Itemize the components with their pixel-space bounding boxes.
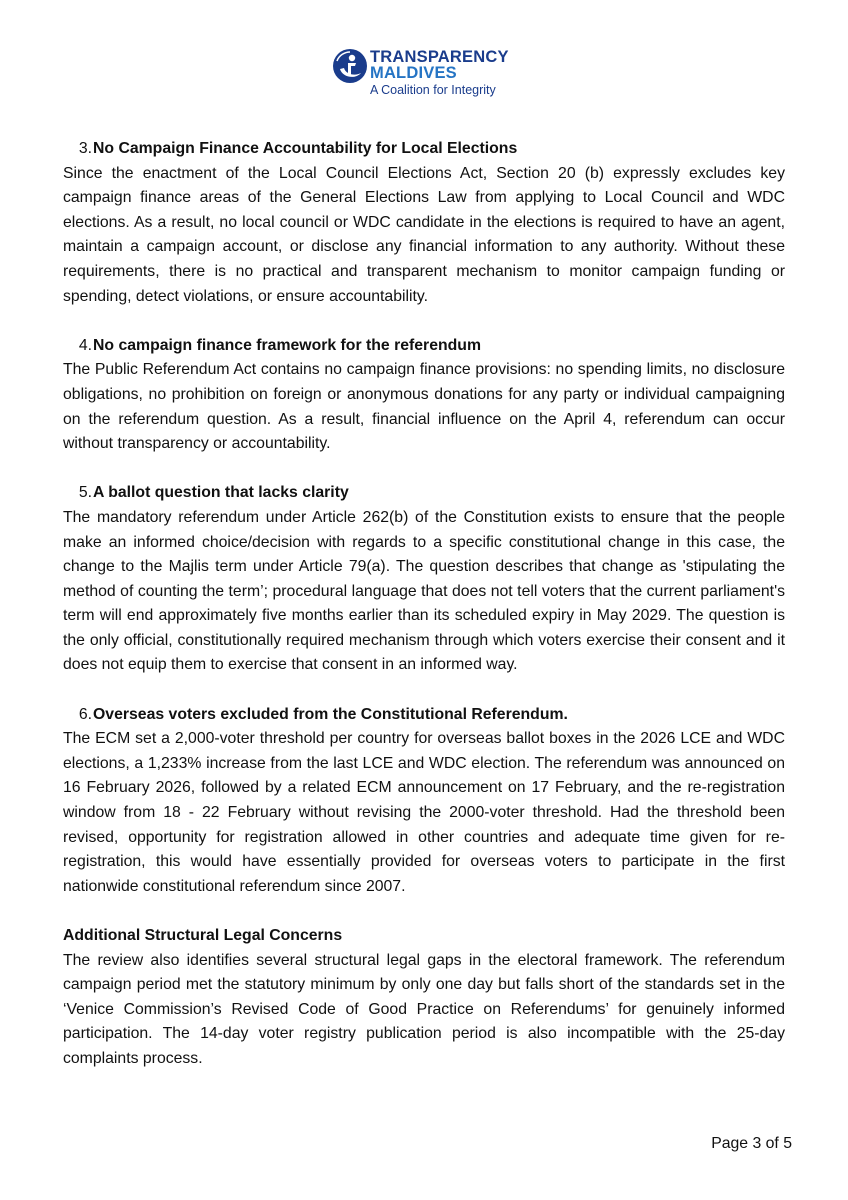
section-paragraph: The Public Referendum Act contains no campaign finance provisions: no spending limits, no disclosure obligations, no prohibition on foreign or anonymous donations for any party or individual campaigning on the referendum question. As a result, financial influence on the April 4, referendum can occur without transparency or accountability. — [63, 361, 785, 453]
section-heading — [63, 481, 785, 506]
section-3 — [63, 137, 785, 309]
section-heading — [63, 703, 785, 728]
organization-logo — [331, 46, 531, 102]
transparency-maldives-logo-icon — [331, 47, 369, 85]
section-number: 5. — [78, 484, 92, 502]
document-body — [63, 137, 785, 1096]
additional-concerns-title: Additional Structural Legal Concerns — [63, 927, 343, 944]
additional-concerns-paragraph: The review also identifies several structural legal gaps in the electoral framework. The referendum campaign period met the statutory minimum by only one day but falls short of the standards set in the ‘Venice Commission’s Revised Code of Good Practice on Referendums’ for genuinely informed participation. The 14-day voter registry publication period is also incompatible with the 25-day complaints process. — [63, 951, 785, 1067]
section-4 — [63, 334, 785, 457]
section-heading — [63, 137, 785, 162]
section-number: 6. — [78, 705, 92, 723]
section-paragraph: The mandatory referendum under Article 262(b) of the Constitution exists to ensure that the people make an informed choice/decision with regards to a specific constitutional change in this case, the change to the Majlis term under Article 79(a). The question describes that change as 'stipulating the method of counting the term’; procedural language that does not tell voters that the current parliament's term will end approximately five months earlier than its scheduled expiry in May 2029. The question is the only official, constitutionally required mechanism through which voters exercise their consent and it does not equip them to exercise that consent in an informed way. — [63, 508, 785, 674]
logo-tagline: A Coalition for Integrity — [370, 83, 496, 97]
logo-wordmark-line1: TRANSPARENCY — [370, 48, 509, 66]
section-paragraph: The ECM set a 2,000-voter threshold per country for overseas ballot boxes in the 2026 LCE and WDC elections, a 1,233% increase from the last LCE and WDC election. The referendum was announced on 16 February 2026, followed by a related ECM announcement on 17 February, and the re-registration window from 18 - 22 February without revising the 2000-voter threshold. Had the threshold been revised, opportunity for registration allowed in other countries and adequate time given for re-registration, this would have essentially provided for overseas voters to participate in the first nationwide constitutional referendum since 2007. — [63, 730, 785, 895]
section-title: Overseas voters excluded from the Constitutional Referendum. — [93, 705, 568, 723]
section-number: 3. — [78, 140, 92, 157]
additional-concerns-section — [63, 924, 785, 1072]
section-number: 4. — [78, 336, 92, 354]
section-title: A ballot question that lacks clarity — [93, 484, 349, 502]
section-title: No campaign finance framework for the referendum — [93, 336, 481, 354]
section-heading — [63, 334, 785, 359]
logo-wordmark-line2: MALDIVES — [370, 64, 457, 82]
page-number: Page 3 of 5 — [711, 1135, 792, 1152]
section-6 — [63, 703, 785, 900]
section-5 — [63, 481, 785, 678]
section-title: No Campaign Finance Accountability for Local Elections — [93, 140, 518, 157]
section-paragraph: Since the enactment of the Local Council Elections Act, Section 20 (b) expressly excludes key campaign finance areas of the General Elections Law from applying to Local Council and WDC elections. As a result, no local council or WDC candidate in the elections is required to have an agent, maintain a campaign account, or disclose any financial information to any authority. Without these requirements, there is no practical and transparent mechanism to monitor campaign funding or spending, detect violations, or ensure accountability. — [63, 164, 785, 305]
